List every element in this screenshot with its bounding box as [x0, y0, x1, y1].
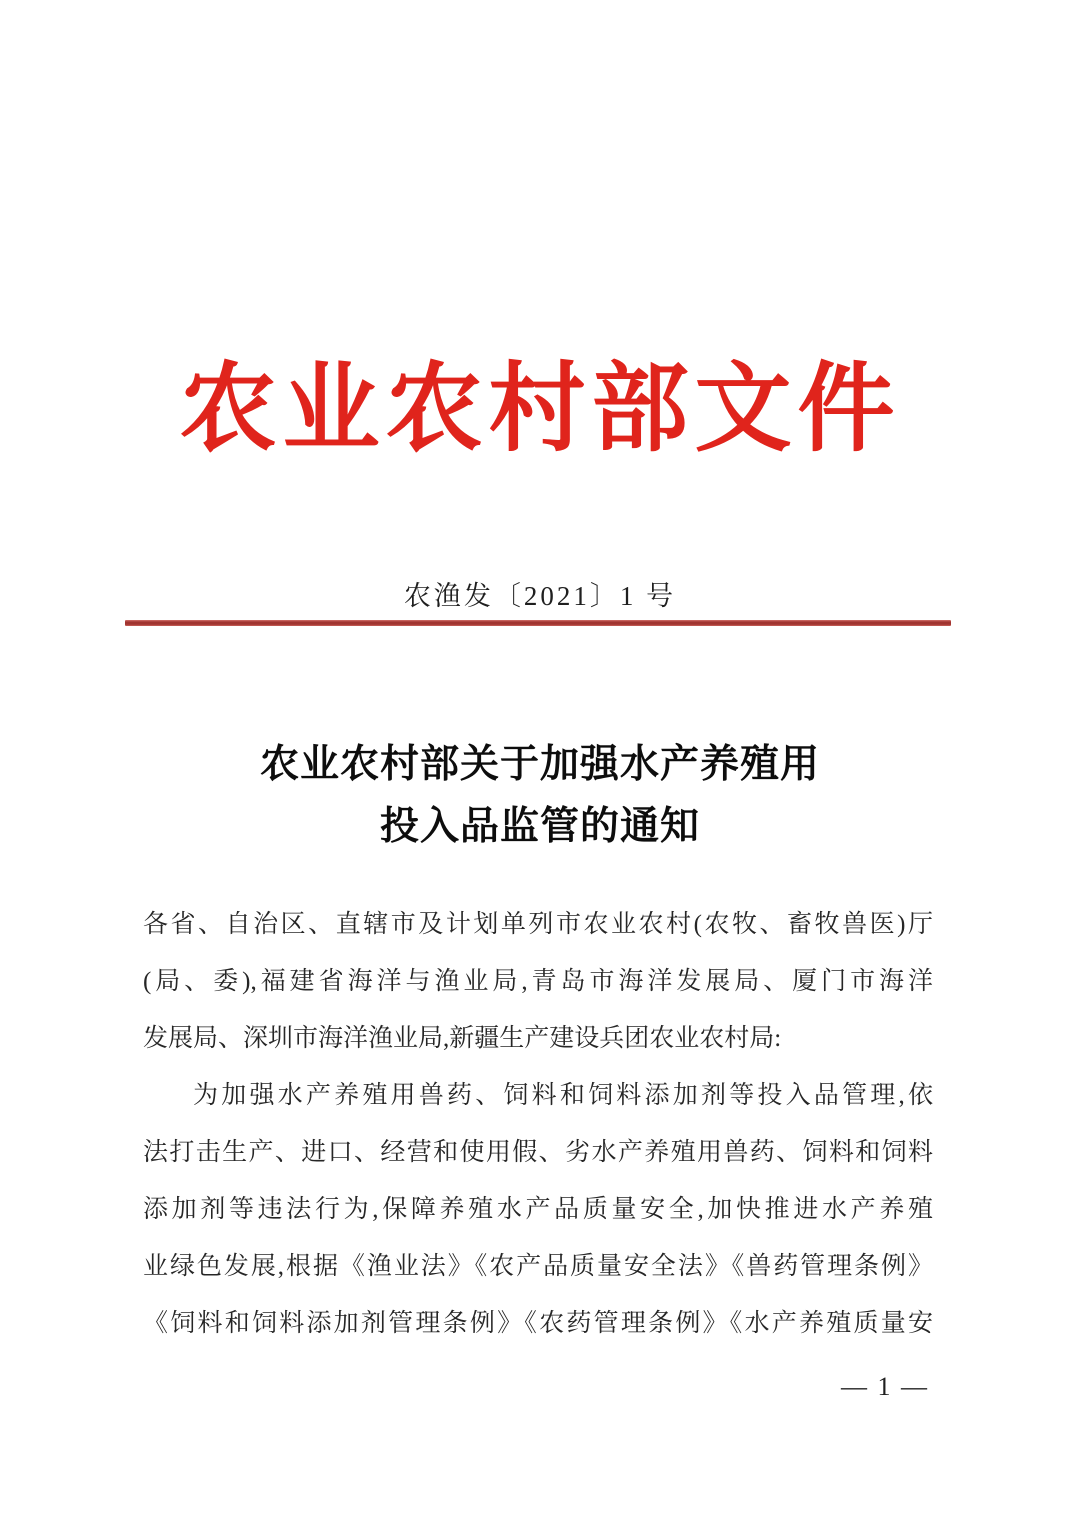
body-line: 法打击生产、进口、经营和使用假、劣水产养殖用兽药、饲料和饲料 [143, 1139, 933, 1166]
body-line: 发展局、深圳市海洋渔业局,新疆生产建设兵团农业农村局: [143, 1025, 782, 1052]
document-body [143, 896, 933, 1352]
red-divider-line [125, 620, 951, 626]
body-line: 各省、自治区、直辖市及计划单列市农业农村(农牧、畜牧兽医)厅 [143, 911, 933, 938]
page-number: — 1 — [841, 1372, 929, 1401]
doc-number: 农渔发〔2021〕1 号 [403, 581, 677, 611]
body-line: 添加剂等违法行为,保障养殖水产品质量安全,加快推进水产养殖 [143, 1196, 933, 1223]
agency-header-title: 农业农村部文件 [179, 356, 901, 463]
body-line: 《饲料和饲料添加剂管理条例》《农药管理条例》《水产养殖质量安 [143, 1310, 933, 1337]
document-title [0, 734, 1080, 858]
document-title-line1: 农业农村部关于加强水产养殖用 [259, 743, 820, 786]
body-line: 为加强水产养殖用兽药、饲料和饲料添加剂等投入品管理,依 [193, 1082, 933, 1109]
body-line: 业绿色发展,根据《渔业法》《农产品质量安全法》《兽药管理条例》 [143, 1253, 933, 1280]
document-title-line2: 投入品监管的通知 [379, 805, 700, 848]
body-line: (局、委),福建省海洋与渔业局,青岛市海洋发展局、厦门市海洋 [143, 968, 933, 995]
